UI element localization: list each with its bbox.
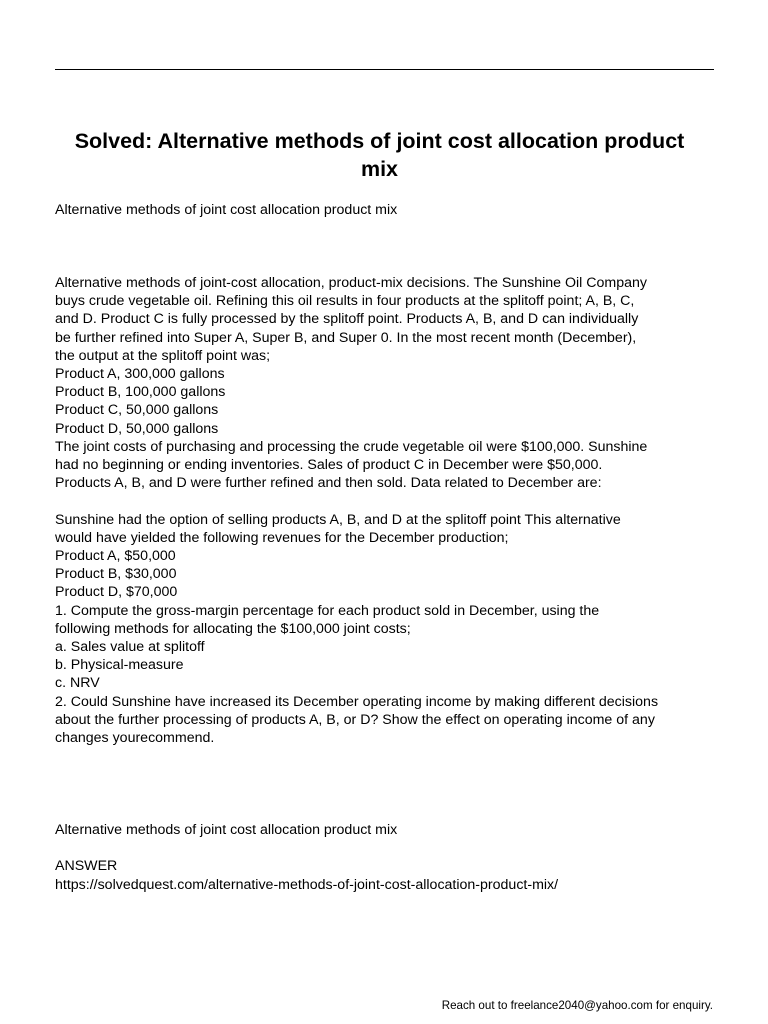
body-line: 2. Could Sunshine have increased its December operating income by making different decisions	[55, 693, 659, 710]
body-line: Product A, 300,000 gallons	[55, 366, 225, 383]
body-line: Sunshine had the option of selling products A, B, and D at the splitoff point This alternative	[55, 511, 621, 528]
body-line: buys crude vegetable oil. Refining this oil results in four products at the splitoff point; A, B, C,	[55, 293, 635, 310]
body-line: c. NRV	[55, 675, 100, 692]
body-line: 1. Compute the gross-margin percentage for each product sold in December, using the	[55, 602, 600, 619]
header-rule	[55, 69, 714, 70]
question-body	[55, 274, 720, 747]
body-line: changes yourecommend.	[55, 730, 215, 747]
body-line: Alternative methods of joint-cost allocation, product-mix decisions. The Sunshine Oil Company	[55, 275, 647, 291]
body-line: The joint costs of purchasing and processing the crude vegetable oil were $100,000. Sunshine	[55, 438, 648, 455]
document-title: Solved: Alternative methods of joint cost allocation product mix	[74, 129, 685, 181]
body-line: would have yielded the following revenues for the December production;	[55, 529, 509, 546]
body-line: had no beginning or ending inventories. Sales of product C in December were $50,000.	[55, 457, 603, 474]
body-line: Product B, $30,000	[55, 566, 177, 583]
spacer	[55, 839, 720, 857]
body-line: Products A, B, and D were further refined and then sold. Data related to December are:	[55, 475, 602, 492]
document-subtitle: Alternative methods of joint cost allocation product mix	[55, 202, 398, 218]
body-line: Product D, 50,000 gallons	[55, 420, 219, 437]
body-line: following methods for allocating the $100,000 joint costs;	[55, 620, 411, 637]
body-line: the output at the splitoff point was;	[55, 347, 271, 364]
answer-link[interactable]: https://solvedquest.com/alternative-methods-of-joint-cost-allocation-product-mix/	[55, 876, 559, 893]
paragraph-spacer	[55, 492, 720, 510]
body-line: and D. Product C is fully processed by the splitoff point. Products A, B, and D can individually	[55, 311, 639, 328]
body-line: about the further processing of products A, B, or D? Show the effect on operating income of any	[55, 711, 655, 728]
answer-label: ANSWER	[55, 858, 118, 875]
body-line: a. Sales value at splitoff	[55, 639, 205, 656]
body-line: Product C, 50,000 gallons	[55, 402, 219, 419]
answer-heading: Alternative methods of joint cost allocation product mix	[55, 822, 398, 838]
body-line: b. Physical-measure	[55, 657, 184, 674]
body-line: Product D, $70,000	[55, 584, 178, 601]
body-line: Product A, $50,000	[55, 548, 176, 565]
body-line: be further refined into Super A, Super B, and Super 0. In the most recent month (December),	[55, 329, 637, 346]
answer-section	[55, 821, 720, 894]
body-line: Product B, 100,000 gallons	[55, 384, 226, 401]
footer-contact: Reach out to freelance2040@yahoo.com for enquiry.	[441, 999, 713, 1012]
